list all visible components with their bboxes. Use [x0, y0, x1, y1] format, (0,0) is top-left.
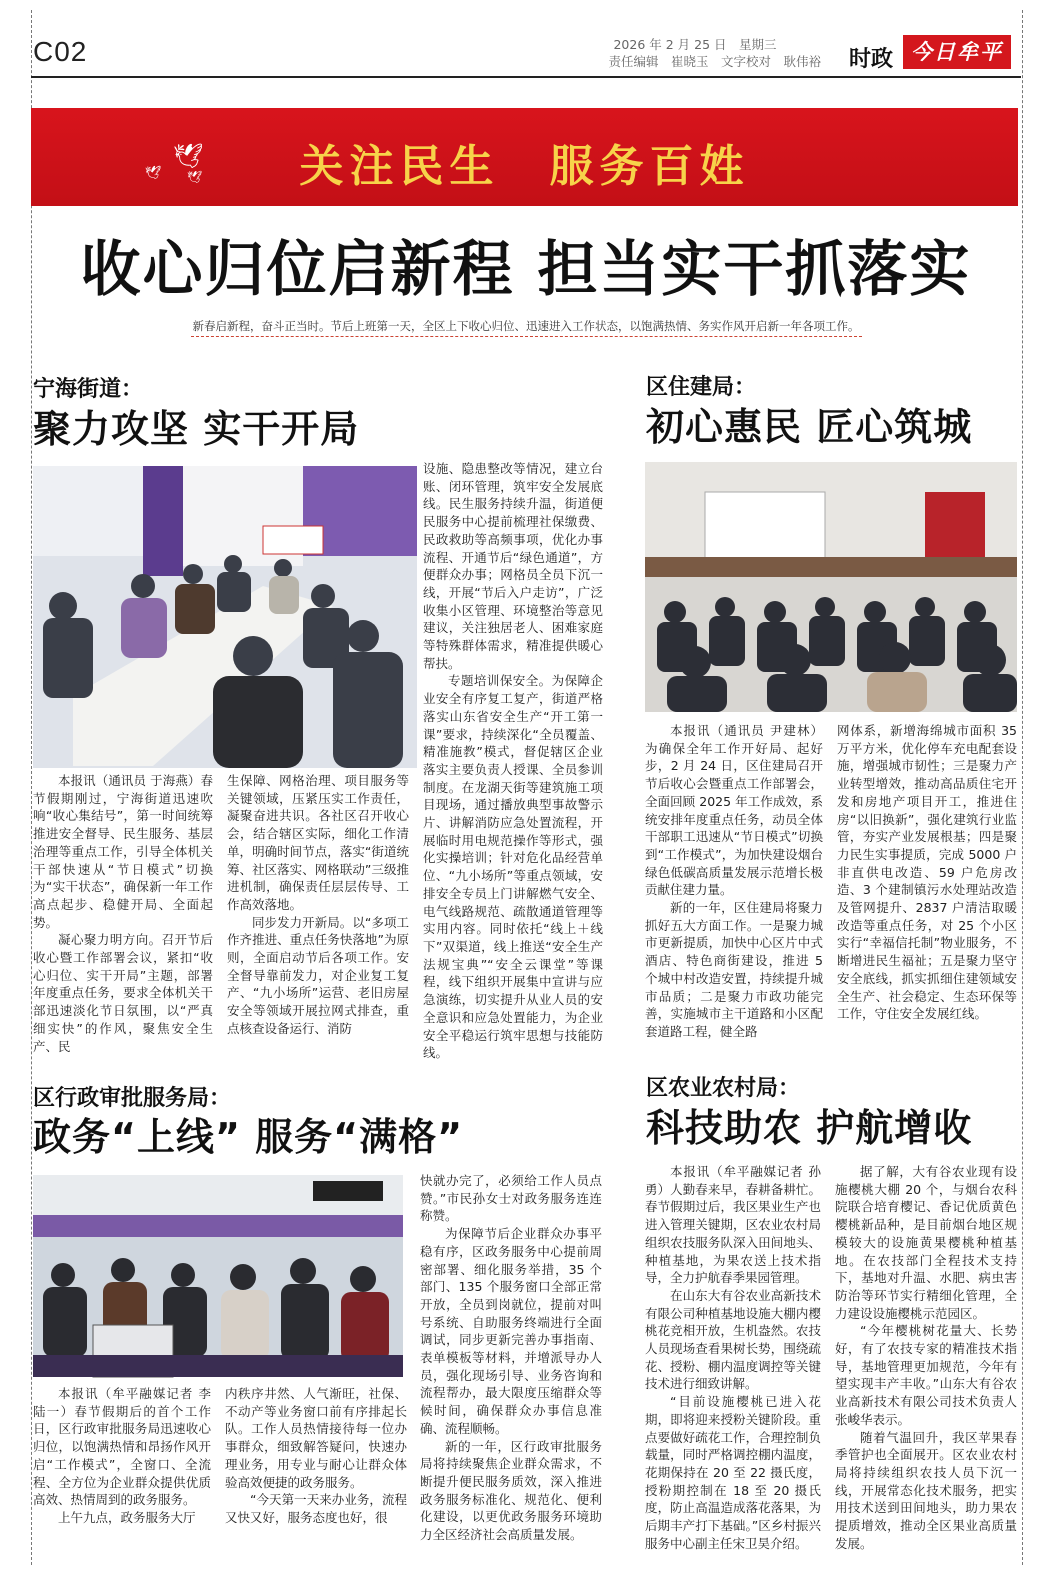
meta-info: [608, 36, 821, 70]
paragraph: 在山东大有谷农业高新技术有限公司种植基地设施大棚内樱桃花竞相开放，生机盎然。农技人员现场查看果树长势，围绕疏花、授粉、棚内温度调控等关键技术进行细致讲解。: [645, 1287, 821, 1392]
paragraph: 设施、隐患整改等情况，建立台账、闭环管理，筑牢安全发展底线。民生服务持续升温，街道便民服务中心提前梳理社保缴费、民政救助等高频事项，优化办事流程、开通节后“绿色通道”，方便群众办事；网格员全员下沉一线，开展“节后入户走访”，广泛收集小区管理、环境整治等意见建议，关注独居老人、困难家庭等特殊群体需求，精准提供暖心帮扶。: [423, 461, 603, 671]
article-nongye-column-2: [835, 1163, 1017, 1553]
article-shenpi-column-1: [33, 1385, 211, 1551]
paragraph: 本报讯（通讯员 尹建林）为确保全年工作开好局、起好步，2 月 24 日，区住建局召开节后收心会暨重点工作部署会，全面回顾 2025 年工作成效，系统安排年度重点任务，动员全体干部职工迅速从“节日模式”切换到“工作模式”，为加快建设烟台绿色低碳高质量发展示范增长极贡献住建力量。: [645, 723, 823, 898]
article-shenpi-column-2: [225, 1385, 407, 1551]
lead-sentence: 新春启新程，奋斗正当时。节后上班第一天，全区上下收心归位、迅速进入工作状态，以饱满热情、务实作风开启新一年各项工作。: [191, 319, 862, 337]
article-zhujian-column-2: [837, 722, 1017, 1022]
bird-icon: 🕊: [187, 170, 203, 184]
banner-text: 关注民生 服务百姓: [299, 141, 750, 192]
page-number: C02: [33, 36, 88, 67]
article-zhujian-tag: 区住建局：: [646, 375, 757, 400]
meeting-photo-ninghai: [33, 466, 417, 768]
banner: [31, 108, 1018, 206]
paragraph: “今年樱桃树花量大、长势好，有了农技专家的精准技术指导，基地管理更加规范，今年有望实现丰产丰收。”山东大有谷农业高新技术有限公司技术负责人张峻华表示。: [835, 1323, 1017, 1427]
paragraph: 为保障节后企业群众办事平稳有序，区政务服务中心提前周密部署、细化服务举措，35 个部门、135 个服务窗口全部正常开放，全员到岗就位，提前对叫号系统、自助服务终端进行全面调试，同步更新完善办事指南、表单模板等材料，并增派导办人员，强化现场引导、业务咨询和流程帮办，最大限度压缩群众等候时间，确保群众办事信息准确、流程顺畅。: [420, 1226, 602, 1436]
service-hall-photo: [33, 1175, 403, 1377]
paragraph: 生保障、网格治理、项目服务等关键领域，压紧压实工作责任，凝聚奋进共识。各社区召开收心会，结合辖区实际，细化工作清单，明确时间节点，落实“街道统筹、社区落实、网格联动”三级推进机制，确保责任层层传导、工作高效落地。: [227, 773, 409, 912]
article-ninghai-title: 聚力攻坚 实干开局: [33, 407, 360, 451]
section-name: 时政: [848, 47, 893, 72]
paragraph: 内秩序井然、人气渐旺，社保、不动产等业务窗口前有序排起长队。工作人员热情接待每一位办事群众，细致解答疑问，快速办理业务，用专业与耐心让群众体验高效便捷的政务服务。: [225, 1386, 407, 1490]
article-shenpi-column-3: [420, 1172, 602, 1551]
paragraph: 上午九点，政务服务大厅: [58, 1509, 196, 1525]
paragraph: 本报讯（牟平融媒记者 李陆一）春节假期后的首个工作日，区行政审批服务局迅速收心归位，以饱满热情和昂扬作风开启“工作模式”，全窗口、全流程、全方位为企业群众提供优质高效、热情周到的政务服务。: [33, 1386, 211, 1508]
paragraph: 网体系，新增海绵城市面积 35 万平方米，优化停车充电配套设施，增强城市韧性；三是聚力产业转型增效，推动高品质住宅开发和房地产项目开工，推进住房“以旧换新”，强化建筑行业监管，夯实产业发展根基；四是聚力民生实事提质，完成 5000 户非直供电改造、59 户危房改造、3 个建制镇污水处理站改造及管网提升、2837 户清洁取暖改造等重点任务，对 25 个小区实行“幸福信托制”物业服务，不断增进民生福祉；五是聚力坚守安全底线，抓实抓细住建领域安全生产、社会稳定、生态环保等工作，守住安全发展红线。: [837, 723, 1017, 1022]
masthead: [31, 30, 1021, 78]
article-nongye-tag: 区农业农村局：: [646, 1076, 801, 1101]
article-ninghai-column-3: [423, 460, 603, 1061]
paragraph: 本报讯（通讯员 于海燕）春节假期刚过，宁海街道迅速吹响“收心集结号”，第一时间统筹推进安全督导、民生服务、基层治理等重点工作，引导全体机关干部快速从“节日模式”切换为“实干状态”，确保新一年工作高点起步、稳健开局、全面起势。: [33, 773, 213, 930]
paragraph: “目前设施樱桃已进入花期，即将迎来授粉关键阶段。重点要做好疏花工作，合理控制负载量，同时严格调控棚内温度，花期保持在 20 至 22 摄氏度，授粉期控制在 18 至 20 摄氏度，防止高温造成落花落果，为后期丰产打下基础。”区乡村振兴服务中心副主任宋卫昊介绍。: [645, 1394, 821, 1551]
paragraph: 专题培训保安全。为保障企业安全有序复工复产，街道严格落实山东省安全生产“开工第一课”要求，持续深化“全员覆盖、精准施教”模式，督促辖区企业落实主要负责人授课、全员参训制度。在龙湖天街等建筑施工项目现场，通过播放典型事故警示片、讲解消防应急处置流程，开展临时用电规范操作等形式，强化实操培训；针对危化品经营单位、“九小场所”等重点领域，安排安全专员上门讲解燃气安全、电气线路规范、疏散通道管理等实用内容。同时依托“线上＋线下”双渠道，线上推送“安全生产法规宝典”“安全云课堂”等课程，线下组织开展集中宣讲与应急演练，切实提升从业人员的安全意识和应急处置能力，为企业安全平稳运行筑牢思想与技能防线。: [423, 673, 603, 1061]
article-ninghai-column-1: [33, 772, 213, 1054]
paragraph: 新的一年，区住建局将聚力抓好五大方面工作。一是聚力城市更新提质，加快中心区片中式酒店、特色商街建设，推进 5 个城中村改造安置，持续提升城市品质；二是聚力市政功能完善，实施城市主干道路和小区配套道路工程，健全路: [645, 900, 823, 1039]
lead-text: [31, 318, 1021, 334]
paragraph: 随着气温回升，我区苹果春季管护也全面展开。区农业农村局将持续组织农技人员下沉一线，开展常态化技术服务，把实用技术送到田间地头，助力果农提质增效，推动全区果业高质量发展。: [835, 1429, 1017, 1551]
article-zhujian-title: 初心惠民 匠心筑城: [646, 405, 973, 449]
bird-icon: 🕊: [145, 166, 162, 181]
paragraph: “今天第一天来办业务，流程又快又好，服务态度也好，很: [225, 1492, 407, 1525]
bird-icon: 🕊: [173, 142, 204, 170]
article-ninghai-tag: 宁海街道：: [33, 377, 144, 402]
paragraph: 本报讯（牟平融媒记者 孙勇）人勤春来早，春耕备耕忙。春节假期过后，我区果业生产也进入管理关键期，区农业农村局组织农技服务队深入田间地头、种植基地，为果农送上技术指导，全力护航春季果园管理。: [645, 1164, 821, 1286]
article-nongye-column-1: [645, 1163, 821, 1553]
paragraph: 据了解，大有谷农业现有设施樱桃大棚 20 个，与烟台农科院联合培育樱记、香记优质黄色樱桃新品种，是目前烟台地区规模较大的设施黄果樱桃种植基地。在农技部门全程技术支持下，基地对升温、水肥、病虫害防治等环节实行精细化管理，全力建设设施樱桃示范园区。: [835, 1164, 1017, 1321]
article-nongye-title: 科技助农 护航增收: [646, 1106, 973, 1150]
page-headline: 收心归位启新程 担当实干抓落实: [80, 235, 972, 305]
paragraph: 凝心聚力明方向。召开节后收心暨工作部署会议，紧扣“收心归位、实干开局”主题，部署年度重点任务，要求全体机关干部迅速淡化节日氛围，以“严真细实快”的作风，聚焦安全生产、民: [33, 932, 213, 1054]
article-shenpi-tag: 区行政审批服务局：: [33, 1086, 232, 1111]
meeting-photo-zhujian: [645, 462, 1017, 712]
newspaper-logo: 今日牟平: [903, 35, 1011, 69]
date-line: 2026 年 2 月 25 日 星期三: [613, 37, 777, 52]
article-ninghai-column-2: [227, 772, 409, 1036]
article-shenpi-title: 政务“上线” 服务“满格”: [33, 1115, 464, 1159]
editor-line: 责任编辑 崔晓玉 文字校对 耿伟裕: [608, 54, 821, 69]
paragraph: 同步发力开新局。以“多项工作齐推进、重点任务快落地”为原则，全面启动节后各项工作。安全督导靠前发力，对企业复工复产、“九小场所”运营、老旧房屋安全等领域开展拉网式排查，重点核查设备运行、消防: [227, 914, 409, 1036]
article-zhujian-column-1: [645, 722, 823, 1039]
paragraph: 新的一年，区行政审批服务局将持续聚焦企业群众需求，不断提升便民服务质效，深入推进政务服务标准化、规范化、便利化建设，以更优政务服务环境助力全区经济社会高质量发展。: [420, 1438, 602, 1543]
paragraph: 快就办完了，必须给工作人员点赞。”市民孙女士对政务服务连连称赞。: [420, 1173, 602, 1224]
